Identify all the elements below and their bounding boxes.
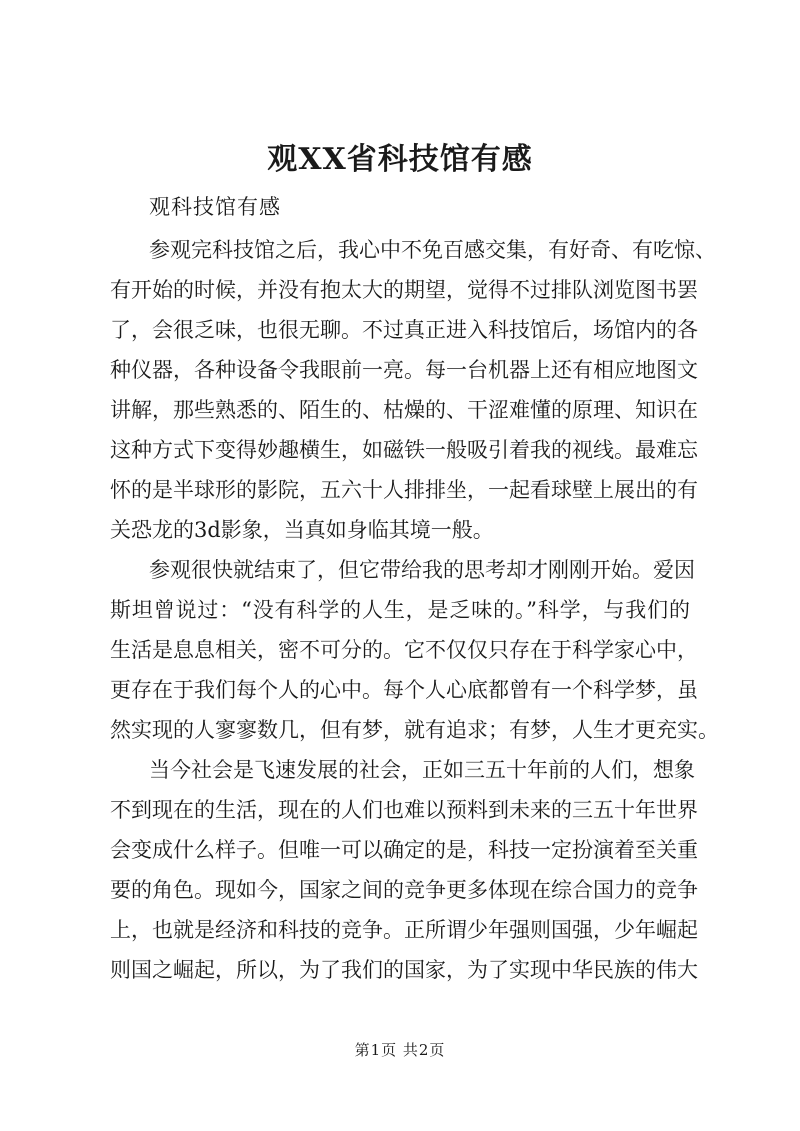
document-subtitle: 观科技馆有感 (149, 195, 281, 219)
text-line: 然实现的人寥寥数几，但有梦，就有追求；有梦，人生才更充实。 (110, 718, 719, 742)
text-line: 了，会很乏味，也很无聊。不过真正进入科技馆后，场馆内的各 (110, 318, 698, 342)
text-line: 则国之崛起，所以，为了我们的国家，为了实现中华民族的伟大 (110, 958, 698, 982)
page-footer: 第1页 共2页 (354, 1041, 446, 1059)
text-line: 有开始的时候，并没有抱太大的期望，觉得不过排队浏览图书罢 (110, 278, 698, 302)
text-line: 更存在于我们每个人的心中。每个人心底都曾有一个科学梦，虽 (110, 678, 698, 702)
text-line: 生活是息息相关，密不可分的。它不仅仅只存在于科学家心中， (110, 638, 698, 662)
text-line: 讲解，那些熟悉的、陌生的、枯燥的、干涩难懂的原理、知识在 (110, 398, 698, 422)
text-line: 会变成什么样子。但唯一可以确定的是，科技一定扮演着至关重 (110, 838, 698, 862)
text-line: 怀的是半球形的影院，五六十人排排坐，一起看球壁上展出的有 (110, 478, 698, 502)
text-line: 要的角色。现如今，国家之间的竞争更多体现在综合国力的竞争 (110, 878, 698, 902)
text-line: 关恐龙的3d影象，当真如身临其境一般。 (110, 518, 494, 542)
text-line: 参观很快就结束了，但它带给我的思考却才刚刚开始。爱因 (149, 558, 695, 582)
text-line: 斯坦曾说过：“没有科学的人生，是乏味的。”科学，与我们的 (110, 598, 690, 622)
text-line: 当今社会是飞速发展的社会，正如三五十年前的人们，想象 (149, 758, 695, 782)
text-line: 参观完科技馆之后，我心中不免百感交集，有好奇、有吃惊、 (149, 238, 716, 262)
document-title: 观XX省科技馆有感 (267, 142, 533, 177)
text-line: 上，也就是经济和科技的竞争。正所谓少年强则国强，少年崛起 (110, 918, 698, 942)
text-line: 种仪器，各种设备令我眼前一亮。每一台机器上还有相应地图文 (110, 358, 698, 382)
text-line: 不到现在的生活，现在的人们也难以预料到未来的三五十年世界 (110, 798, 698, 822)
text-line: 这种方式下变得妙趣横生，如磁铁一般吸引着我的视线。最难忘 (110, 438, 698, 462)
